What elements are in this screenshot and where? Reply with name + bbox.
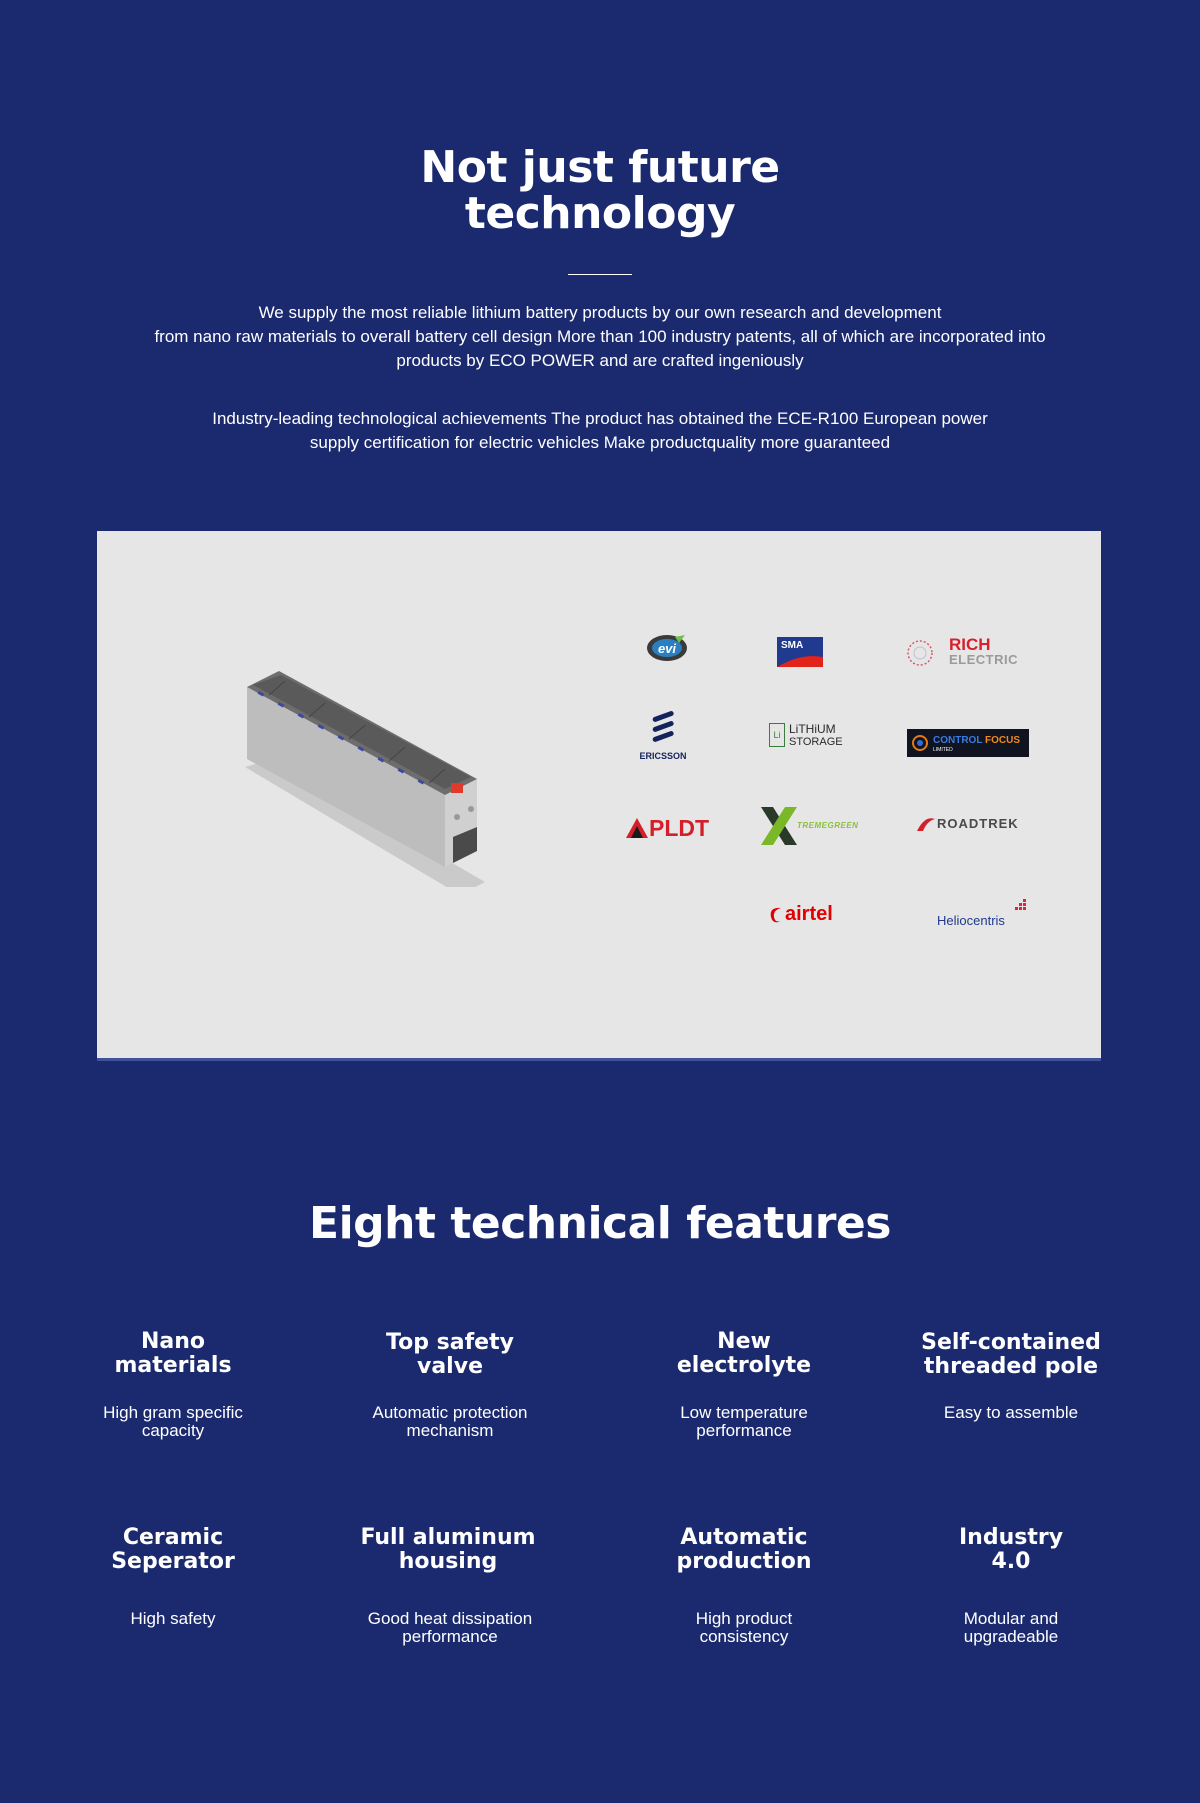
feature-full-aluminum-housing [328,1525,568,1646]
feature-description-line-1: Low temperature [680,1403,808,1422]
rich-electric-logo [905,635,1029,671]
feature-title-line-1: New [717,1329,771,1354]
feature-description-line-2: capacity [141,1421,205,1440]
feature-description-line-1: High safety [130,1609,216,1628]
ericsson-logo [633,711,693,763]
feature-title-line-1: Industry [958,1525,1064,1550]
title-divider [568,274,632,275]
sma-logo-text: SMA [781,640,804,651]
pldt-triangle-icon [625,816,649,840]
roadtrek-logo [915,813,1029,835]
feature-title-line-2: 4.0 [991,1549,1031,1574]
limited-logo-text: LIMITED [933,747,953,753]
product-showcase-panel [97,531,1101,1061]
evi-logo [637,631,697,665]
roadtrek-swoosh-icon [915,815,937,833]
xtremegreen-logo [757,803,873,851]
feature-title-line-2: valve [417,1354,483,1379]
intro-line-3: products by ECO POWER and are crafted ingeniously [396,351,804,370]
feature-title-line-1: Ceramic [122,1525,224,1550]
lithium-storage-logo [769,721,845,751]
features-title: Eight technical features [309,1198,891,1249]
feature-description [53,1404,293,1440]
feature-description-line-1: Good heat dissipation [367,1609,533,1628]
feature-title-line-1: Automatic [680,1525,808,1550]
feature-description [891,1610,1131,1646]
feature-description [330,1404,570,1440]
intro-line-1: We supply the most reliable lithium battery products by our own research and development [258,303,942,322]
feature-title [53,1330,293,1378]
feature-automatic-production [624,1525,864,1646]
hero-title-line-1: Not just future [420,142,780,193]
feature-nano-materials [53,1329,293,1440]
feature-title-line-1: Top safety [386,1330,514,1355]
feature-title [624,1330,864,1378]
feature-description-line-1: Easy to assemble [943,1403,1079,1422]
electric-logo-text: ELECTRIC [949,652,1018,667]
control-focus-swirl-icon [910,733,930,753]
feature-description-line-1: Modular and [963,1609,1059,1628]
feature-description-line-2: upgradeable [963,1627,1059,1646]
feature-description [330,1610,570,1646]
heliocentris-logo [937,899,1029,931]
feature-description-line-2: consistency [699,1627,789,1646]
sma-swoosh-icon [777,637,823,667]
feature-description-line-2: performance [402,1627,498,1646]
control-focus-logo [907,729,1029,757]
feature-description-line-1: Automatic protection [372,1403,528,1422]
feature-description [624,1404,864,1440]
feature-description [891,1404,1131,1422]
feature-title-line-1: Self-contained [921,1330,1101,1355]
battery-module-image [225,667,525,887]
certification-paragraph [100,407,1100,455]
feature-title-line-2: production [676,1549,812,1574]
sma-logo [777,637,823,667]
feature-description-line-2: mechanism [406,1421,494,1440]
feature-industry-4-0 [891,1525,1131,1646]
feature-title-line-1: Full aluminum [360,1525,536,1550]
pldt-logo-text: PLDT [649,815,710,841]
feature-title [328,1526,568,1574]
feature-title-line-2: housing [398,1549,498,1574]
hero-title [0,142,1200,239]
pldt-logo [625,813,715,843]
lithium-logo-text: LiTHiUM [789,722,836,736]
control-logo-text: CONTROL [933,735,983,746]
feature-title [330,1331,570,1379]
feature-title-line-1: Nano [140,1329,206,1354]
feature-description [53,1610,293,1628]
feature-title [624,1526,864,1574]
focus-logo-text: FOCUS [985,735,1020,746]
feature-title [891,1526,1131,1574]
roadtrek-logo-text: ROADTREK [937,816,1019,831]
hero-title-line-2: technology [464,188,736,239]
certification-line-2: supply certification for electric vehicles Make productquality more guaranteed [309,433,891,452]
xtremegreen-x-icon [757,803,801,849]
feature-title-line-2: electrolyte [676,1353,812,1378]
feature-title-line-2: Seperator [111,1549,235,1574]
storage-logo-text: STORAGE [789,736,843,748]
ericsson-mark-icon [650,711,676,743]
feature-description [624,1610,864,1646]
heliocentris-logo-text: Heliocentris [937,913,1005,928]
feature-description-line-2: performance [696,1421,792,1440]
feature-title-line-2: threaded pole [923,1354,1099,1379]
airtel-logo-text: airtel [785,903,833,925]
intro-paragraph [100,301,1100,373]
evi-logo-text: evi [657,640,677,656]
certification-line-1: Industry-leading technological achievements The product has obtained the ECE-R100 European power [212,409,988,428]
feature-title [891,1331,1131,1379]
feature-description-line-1: High gram specific [103,1403,243,1422]
feature-top-safety-valve [330,1330,570,1440]
ericsson-logo-text: ERICSSON [639,751,687,761]
feature-ceramic-seperator [53,1525,293,1628]
rich-logo-text: RICH [949,635,991,654]
feature-title-line-2: materials [114,1353,232,1378]
heliocentris-dots-icon [1011,899,1029,915]
feature-description-line-1: High product [695,1609,793,1628]
airtel-logo [767,901,847,931]
xtremegreen-logo-text: TREMEGREEN [797,821,859,830]
airtel-swirl-icon [767,905,785,927]
feature-new-electrolyte [624,1329,864,1440]
rich-electric-globe-icon [905,638,935,668]
intro-line-2: from nano raw materials to overall battery cell design More than 100 industry patents, all of which are incorporated into [154,327,1046,346]
lithium-badge-icon: Li [769,723,785,747]
feature-title [53,1526,293,1574]
feature-self-contained-threaded-pole [891,1330,1131,1422]
